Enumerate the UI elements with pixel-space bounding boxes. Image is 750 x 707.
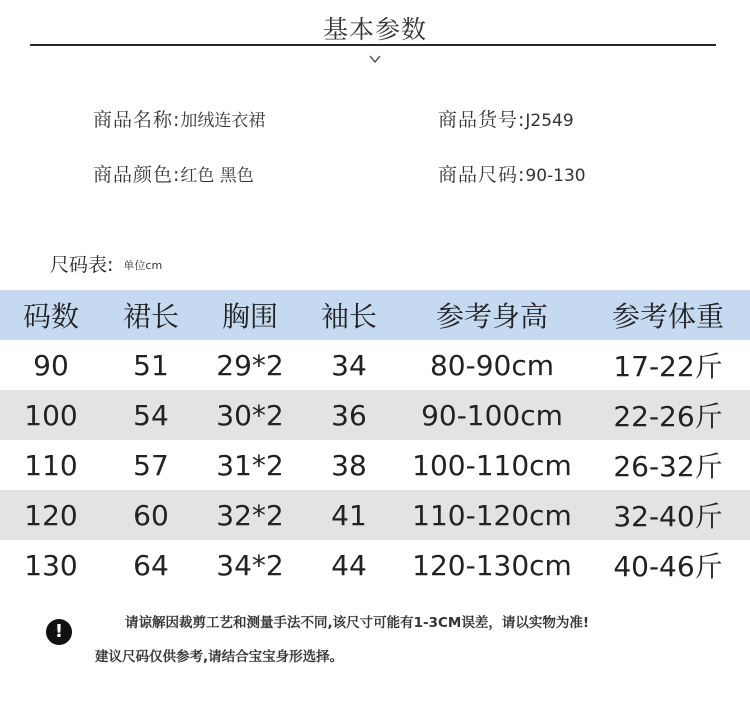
- cell-chest: 31*2: [216, 448, 284, 482]
- cell-height: 90-100cm: [421, 398, 563, 432]
- size-table-header-row: [0, 290, 750, 340]
- chevron-down-icon: [368, 52, 382, 66]
- product-name-label: 商品名称:: [93, 109, 181, 131]
- table-row: [0, 440, 750, 490]
- table-row: [0, 540, 750, 590]
- header-length: 裙长: [122, 300, 179, 333]
- cell-chest: 32*2: [216, 498, 284, 532]
- product-name: [93, 105, 265, 132]
- product-size: [438, 160, 586, 187]
- size-table-title: 尺码表:: [50, 254, 114, 276]
- cell-size: 120: [24, 498, 78, 532]
- cell-sleeve: 44: [331, 548, 367, 582]
- cell-weight: 40-46斤: [613, 550, 723, 583]
- cell-chest: 29*2: [216, 348, 284, 382]
- cell-sleeve: 41: [331, 498, 367, 532]
- cell-size: 100: [24, 398, 78, 432]
- table-row: [0, 340, 750, 390]
- cell-sleeve: 36: [331, 398, 367, 432]
- cell-size: 90: [33, 348, 69, 382]
- product-size-value: 90-130: [525, 166, 586, 186]
- cell-size: 110: [24, 448, 78, 482]
- cell-chest: 34*2: [216, 548, 284, 582]
- product-size-label: 商品尺码:: [438, 164, 526, 186]
- product-color-value: 红色 黑色: [180, 166, 254, 186]
- header-chest: 胸围: [221, 300, 278, 333]
- note-line-2: 建议尺码仅供参考,请结合宝宝身形选择。: [95, 649, 344, 665]
- cell-length: 64: [133, 548, 169, 582]
- size-table: [0, 290, 750, 590]
- warning-icon: !: [46, 619, 72, 645]
- cell-length: 51: [133, 348, 169, 382]
- cell-length: 57: [133, 448, 169, 482]
- cell-weight: 32-40斤: [613, 500, 723, 533]
- cell-height: 80-90cm: [429, 348, 555, 382]
- product-color: [93, 160, 254, 187]
- header-size: 码数: [22, 300, 79, 333]
- cell-length: 54: [133, 398, 169, 432]
- cell-sleeve: 38: [331, 448, 367, 482]
- table-row: [0, 390, 750, 440]
- product-name-value: 加绒连衣裙: [180, 111, 266, 131]
- cell-weight: 26-32斤: [613, 450, 723, 483]
- header-sleeve: 袖长: [320, 300, 377, 333]
- header-weight: 参考体重: [611, 300, 724, 333]
- section-title: 基本参数: [322, 15, 427, 44]
- table-row: [0, 490, 750, 540]
- title-divider: [30, 44, 716, 46]
- header-height: 参考身高: [435, 300, 548, 333]
- product-color-label: 商品颜色:: [93, 164, 181, 186]
- size-table-unit: 单位cm: [123, 259, 163, 272]
- cell-chest: 30*2: [216, 398, 284, 432]
- cell-size: 130: [24, 548, 78, 582]
- product-code-label: 商品货号:: [438, 109, 526, 131]
- product-code-value: J2549: [525, 111, 574, 131]
- cell-height: 120-130cm: [412, 548, 572, 582]
- product-code: [438, 105, 574, 132]
- cell-weight: 17-22斤: [613, 350, 723, 383]
- note-line-1: 请谅解因裁剪工艺和测量手法不同,该尺寸可能有1-3CM误差，请以实物为准!: [125, 615, 590, 631]
- cell-weight: 22-26斤: [613, 400, 723, 433]
- cell-sleeve: 34: [331, 348, 367, 382]
- cell-height: 110-120cm: [412, 498, 572, 532]
- cell-length: 60: [133, 498, 169, 532]
- size-table-caption: [50, 250, 162, 277]
- cell-height: 100-110cm: [412, 448, 572, 482]
